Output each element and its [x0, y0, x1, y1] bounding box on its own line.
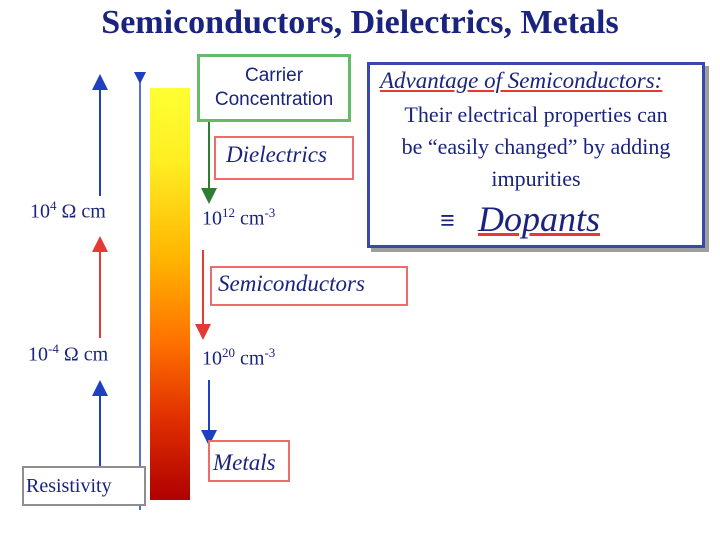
dielectrics-label: Dielectrics	[226, 142, 327, 167]
dopants-label: Dopants	[478, 199, 601, 239]
advantage-line3: impurities	[491, 166, 581, 191]
equivalence-symbol: ≡	[440, 206, 455, 235]
advantage-line2: be “easily changed” by adding	[401, 134, 671, 159]
carrier-concentration-box	[197, 54, 351, 122]
metals-label: Metals	[213, 450, 276, 475]
conductivity-gradient-bar	[150, 88, 190, 500]
carrier-line2: Concentration	[214, 89, 334, 110]
semiconductors-label: Semiconductors	[218, 271, 365, 296]
resistivity-low-value: $10^{-4}$ Ω cm	[28, 341, 109, 366]
concentration-low-value: $10^{12}$ $cm^{-3}$	[202, 205, 276, 230]
page-title: Semiconductors, Dielectrics, Metals	[101, 4, 619, 41]
resistivity-high-value: $10^4$ Ω cm	[30, 198, 106, 223]
advantage-heading: Advantage of Semiconductors:	[380, 68, 663, 93]
concentration-high-value: $10^{20}$ $cm^{-3}$	[202, 345, 276, 370]
carrier-line1: Carrier	[244, 65, 304, 86]
advantage-line1: Their electrical properties can	[404, 102, 668, 127]
resistivity-label: Resistivity	[26, 475, 112, 497]
